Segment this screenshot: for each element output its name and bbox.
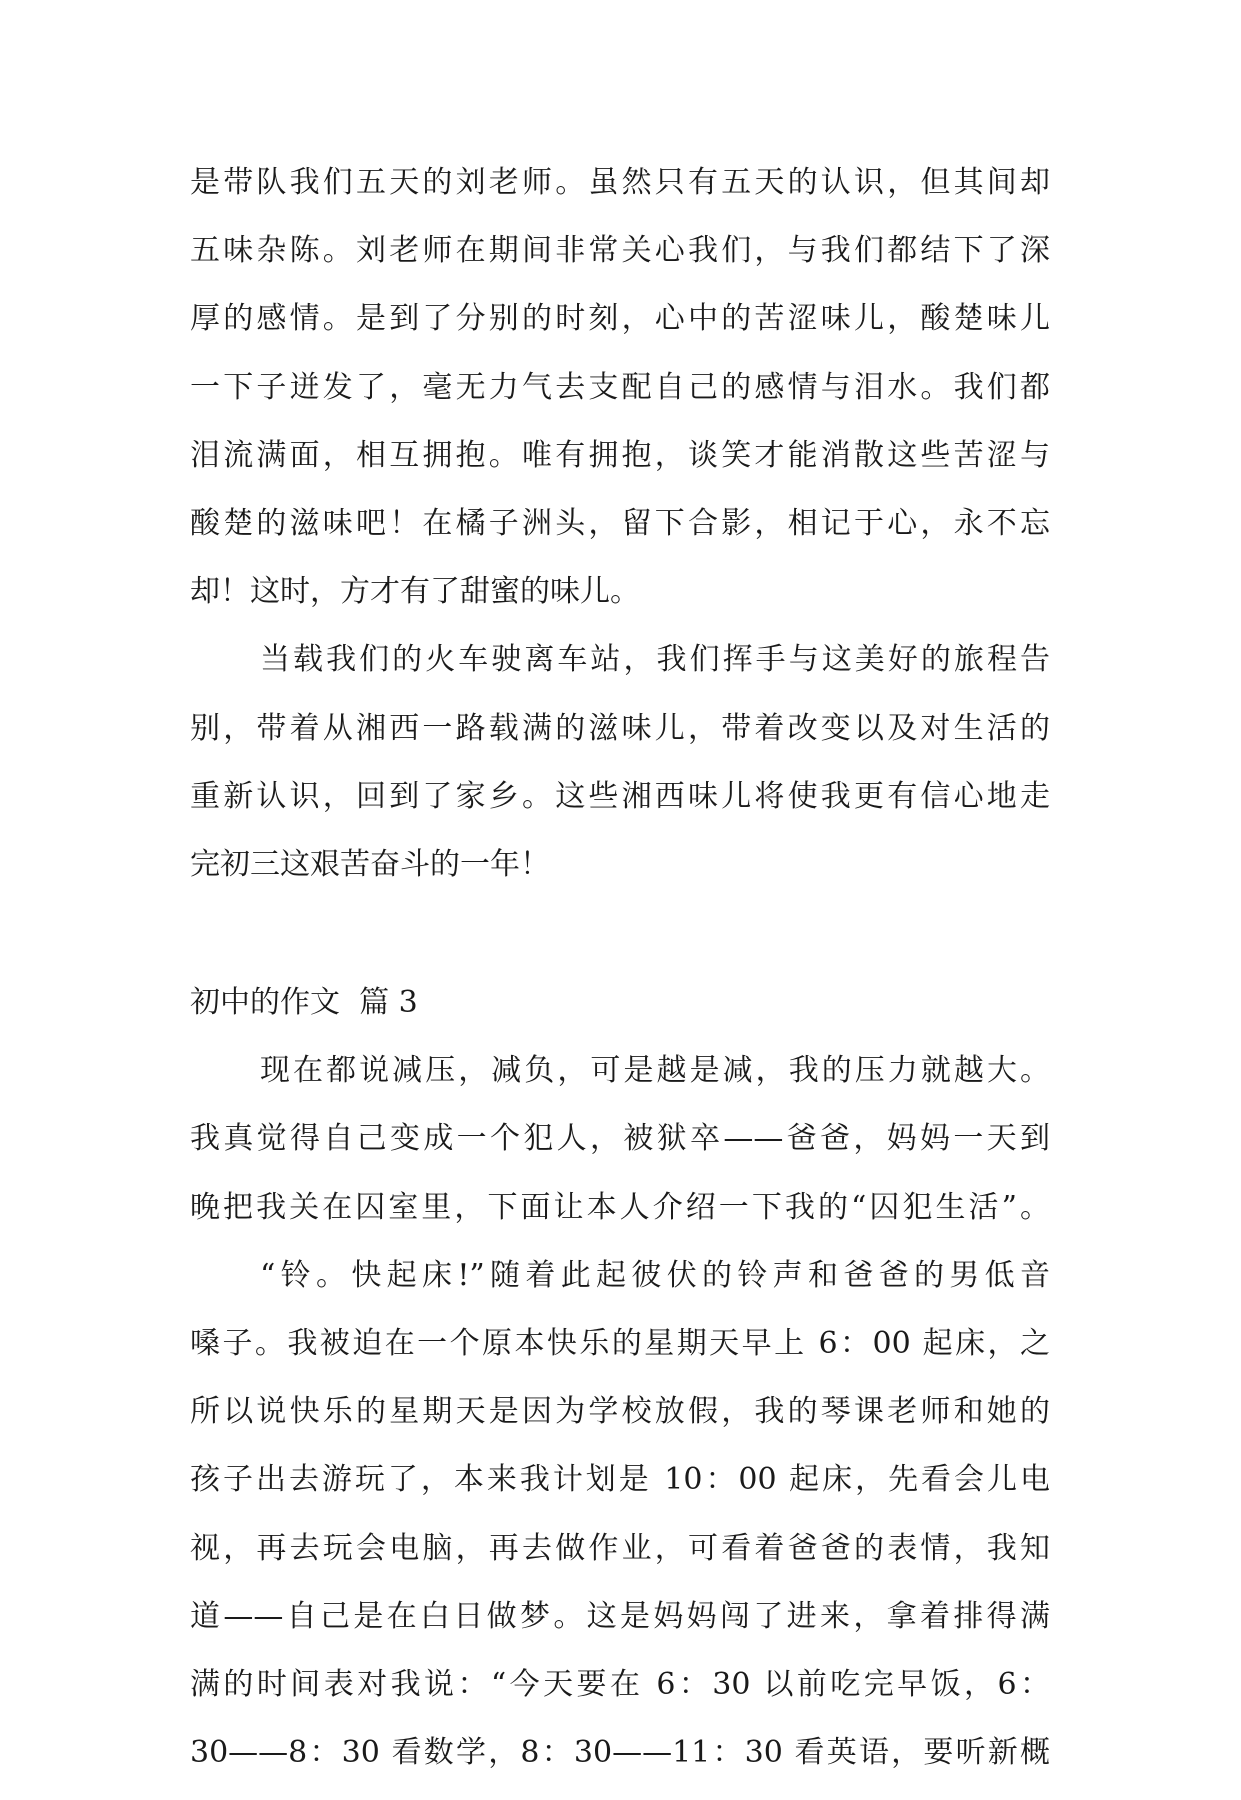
text-line: 视，再去玩会电脑，再去做作业，可看着爸爸的表情，我知 — [190, 1530, 1050, 1566]
text-line: 现在都说减压，减负，可是越是减，我的压力就越大。 — [260, 1053, 1050, 1089]
text-line: 孩子出去游玩了，本来我计划是 10：00 起床，先看会儿电 — [190, 1462, 1050, 1498]
text-line: 酸楚的滋味吧！在橘子洲头，留下合影，相记于心，永不忘 — [190, 505, 1050, 541]
text-line: 别，带着从湘西一路载满的滋味儿，带着改变以及对生活的 — [190, 710, 1050, 746]
text-line: 泪流满面，相互拥抱。唯有拥抱，谈笑才能消散这些苦涩与 — [190, 437, 1050, 473]
paragraph-4 — [190, 1255, 1050, 1800]
text-line: 一下子迸发了，毫无力气去支配自己的感情与泪水。我们都 — [190, 369, 1050, 405]
section-gap — [190, 912, 1050, 982]
text-line: 当载我们的火车驶离车站，我们挥手与这美好的旅程告 — [260, 642, 1050, 678]
document-body — [190, 162, 1050, 1800]
paragraph-3 — [190, 1050, 1050, 1255]
text-line: 完初三这艰苦奋斗的一年！ — [190, 846, 550, 882]
text-line: 晚把我关在囚室里，下面让本人介绍一下我的“囚犯生活”。 — [190, 1189, 1050, 1225]
text-line: 道——自己是在白日做梦。这是妈妈闯了进来，拿着排得满 — [190, 1598, 1050, 1634]
text-line: 重新认识，回到了家乡。这些湘西味儿将使我更有信心地走 — [190, 778, 1050, 814]
text-line: 是带队我们五天的刘老师。虽然只有五天的认识，但其间却 — [190, 165, 1050, 200]
text-line: “铃。快起床!”随着此起彼伏的铃声和爸爸的男低音 — [260, 1257, 1050, 1293]
text-line: 30——8：30 看数学，8：30——11：30 看英语，要听新概 — [190, 1735, 1050, 1771]
text-line: 我真觉得自己变成一个犯人，被狱卒——爸爸，妈妈一天到 — [190, 1121, 1050, 1157]
text-line: 所以说快乐的星期天是因为学校放假，我的琴课老师和她的 — [190, 1394, 1050, 1430]
text-line: 满的时间表对我说：“今天要在 6：30 以前吃完早饭，6： — [190, 1666, 1050, 1702]
section-heading: 初中的作文 篇 3 — [190, 985, 418, 1021]
text-line: 五味杂陈。刘老师在期间非常关心我们，与我们都结下了深 — [190, 233, 1050, 269]
paragraph-1 — [190, 162, 1050, 639]
paragraph-2 — [190, 639, 1050, 912]
text-line: 厚的感情。是到了分别的时刻，心中的苦涩味儿，酸楚味儿 — [190, 301, 1050, 337]
text-line: 嗓子。我被迫在一个原本快乐的星期天早上 6：00 起床，之 — [190, 1326, 1050, 1361]
text-line: 却！这时，方才有了甜蜜的味儿。 — [190, 574, 640, 610]
